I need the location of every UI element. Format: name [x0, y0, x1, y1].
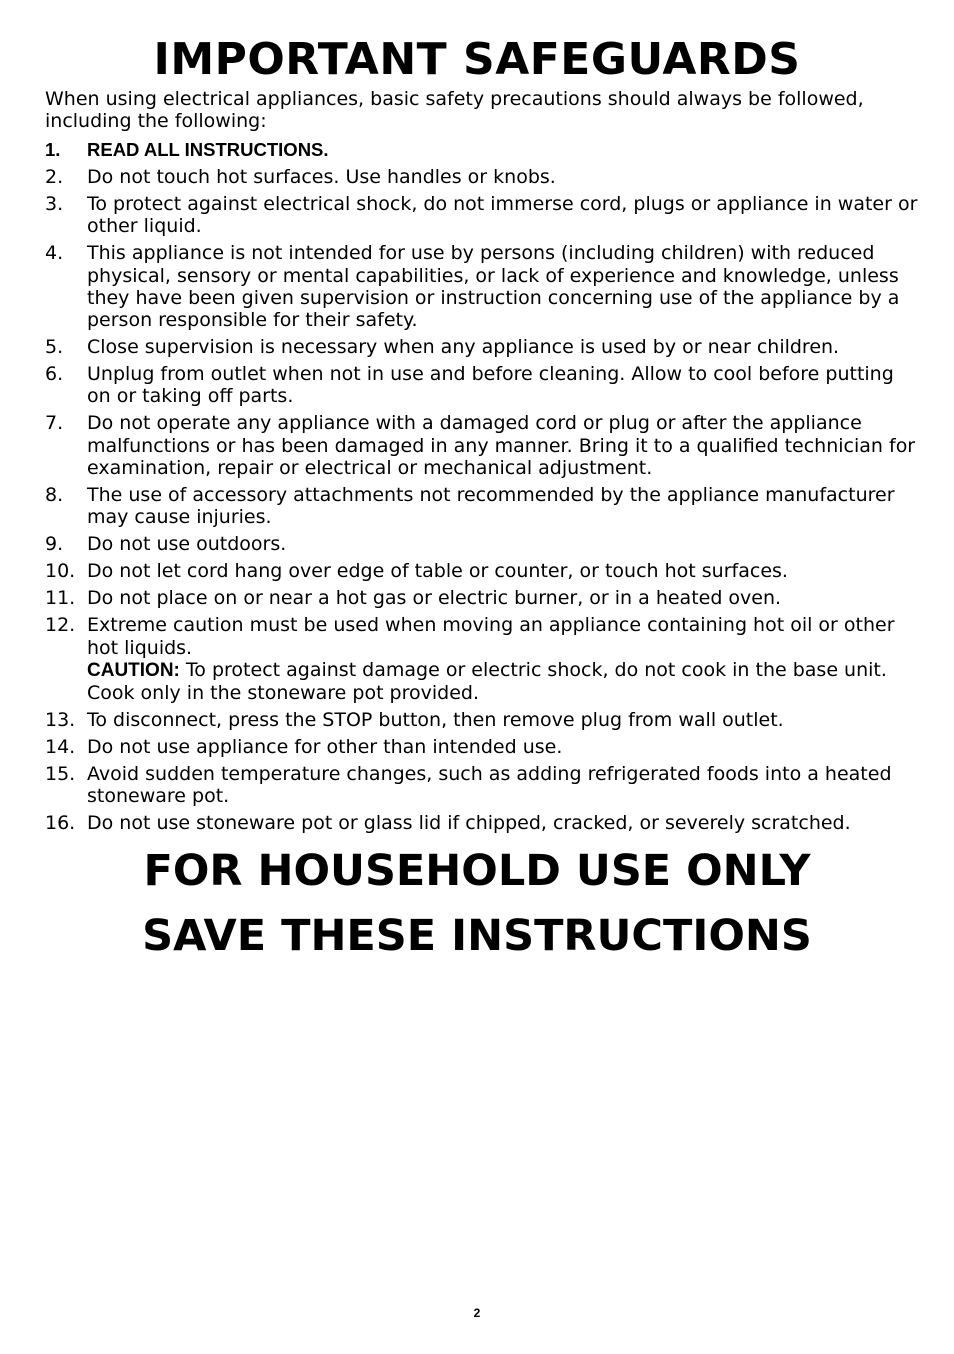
item-number: 8. [45, 483, 64, 506]
item-number: 7. [45, 412, 64, 435]
item-number: 1. [45, 139, 61, 160]
intro-paragraph: When using electrical appliances, basic safety precautions should always be followed, including the following: [45, 88, 864, 132]
list-item [45, 587, 920, 609]
list-item [45, 533, 920, 555]
list-item [45, 166, 920, 188]
safeguards-list [45, 139, 920, 839]
item-text-block [87, 614, 920, 704]
list-item [45, 560, 920, 582]
item-number: 14. [45, 736, 76, 759]
item-text: The use of accessory attachments not recommended by the appliance manufacturer may cause injuries. [87, 483, 895, 529]
item-number: 6. [45, 363, 64, 386]
item-text: Do not use appliance for other than intended use. [87, 736, 563, 759]
list-item [45, 363, 920, 408]
item-number: 12. [45, 614, 76, 637]
item-number: 9. [45, 533, 64, 556]
page-number: 2 [473, 1306, 481, 1320]
caution-label: CAUTION: [87, 659, 180, 681]
item-number: 2. [45, 165, 64, 188]
item-text: Avoid sudden temperature changes, such as adding refrigerated foods into a heated stoneware pot. [87, 763, 892, 808]
item-text: To disconnect, press the STOP button, then remove plug from wall outlet. [87, 709, 784, 732]
item-text: To protect against electrical shock, do not immerse cord, plugs or appliance in water or other liquid. [87, 192, 918, 238]
list-item [45, 412, 920, 479]
list-item [45, 336, 920, 358]
caution-text: To protect against damage or electric shock, do not cook in the base unit. Cook only in the stoneware pot provided. [87, 658, 887, 705]
list-item [45, 242, 920, 331]
item-number: 13. [45, 709, 76, 732]
item-number: 4. [45, 242, 64, 265]
item-text: Do not use outdoors. [87, 533, 287, 556]
list-item [45, 193, 920, 238]
item-text: READ ALL INSTRUCTIONS. [87, 139, 329, 160]
item-text: Do not place on or near a hot gas or electric burner, or in a heated oven. [87, 587, 782, 610]
item-text: Close supervision is necessary when any appliance is used by or near children. [87, 336, 840, 359]
item-text: Extreme caution must be used when moving an appliance containing hot oil or other hot liquids. [87, 614, 895, 659]
list-item [45, 709, 920, 731]
list-item [45, 139, 920, 161]
item-text: Unplug from outlet when not in use and before cleaning. Allow to cool before putting on or taking off parts. [87, 363, 894, 408]
item-number: 10. [45, 560, 76, 583]
list-item [45, 484, 920, 529]
list-item [45, 736, 920, 758]
list-item [45, 614, 920, 704]
page-title: IMPORTANT SAFEGUARDS [153, 34, 801, 85]
item-text: Do not touch hot surfaces. Use handles or knobs. [87, 165, 556, 188]
item-text: Do not use stoneware pot or glass lid if chipped, cracked, or severely scratched. [87, 812, 851, 835]
item-number: 16. [45, 812, 76, 835]
household-use-heading: FOR HOUSEHOLD USE ONLY [143, 846, 811, 896]
item-text: This appliance is not intended for use by persons (including children) with reduced physical, sensory or mental capabilities, or lack of experience and knowledge, unless they have been given supervision or instruction concerning use of the appliance by a person responsible for their safety. [87, 242, 900, 332]
item-text: Do not operate any appliance with a damaged cord or plug or after the appliance malfunctions or has been damaged in any manner. Bring it to a qualified technician for examination, repair or electrical or mechanical adjustment. [87, 412, 916, 479]
item-number: 11. [45, 587, 76, 610]
item-number: 5. [45, 336, 64, 359]
list-item [45, 812, 920, 834]
item-number: 15. [45, 763, 76, 786]
list-item [45, 763, 920, 808]
item-text: Do not let cord hang over edge of table or counter, or touch hot surfaces. [87, 560, 788, 583]
save-instructions-heading: SAVE THESE INSTRUCTIONS [142, 911, 812, 961]
item-number: 3. [45, 192, 64, 215]
